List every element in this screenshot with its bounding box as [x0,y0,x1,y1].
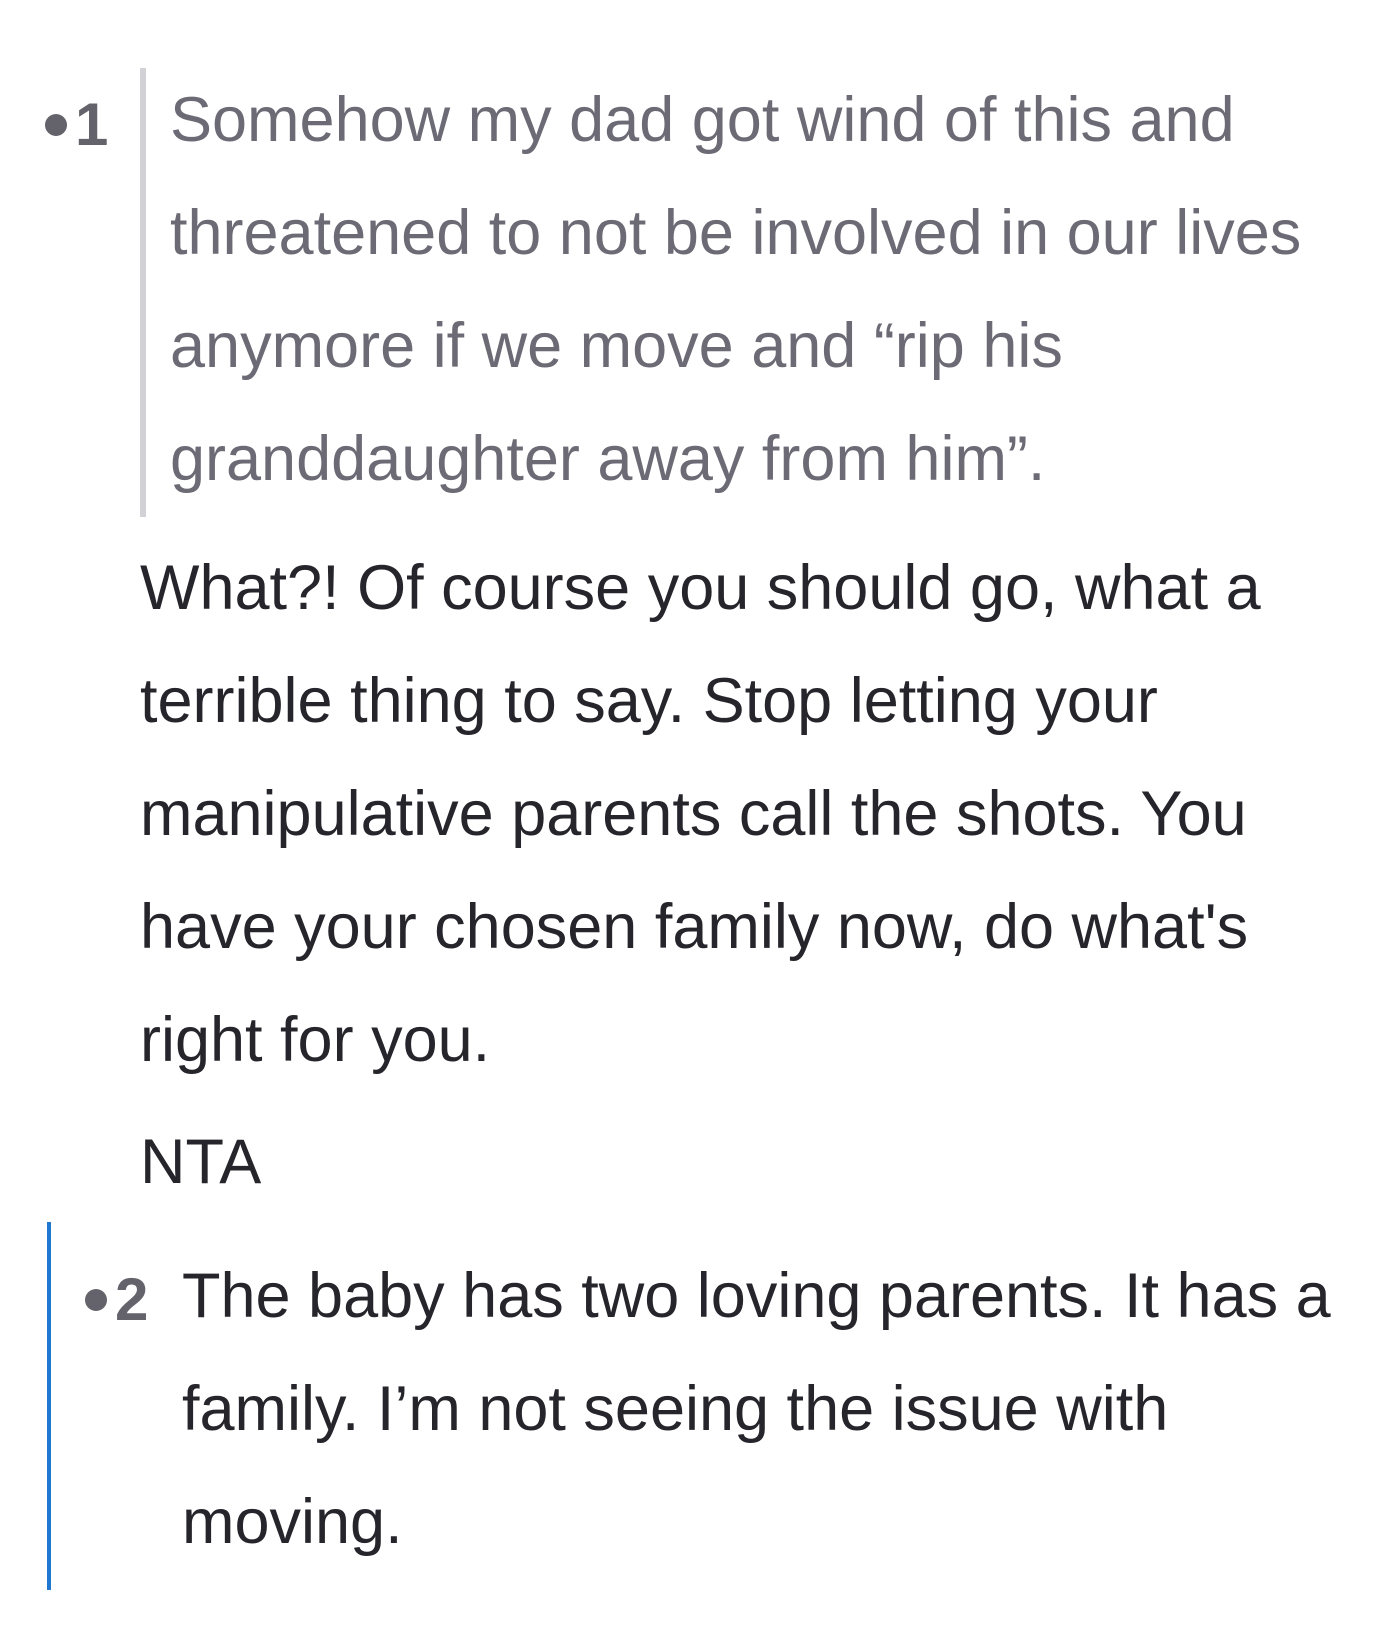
bullet-icon [45,114,67,136]
blockquote [140,68,1385,517]
comment-number: 2 [115,1266,149,1333]
comment-marker [85,1266,149,1333]
comment-body: What?! Of course you should go, what a terrible thing to say. Stop letting your manipulative parents call the shots. You have your chosen family now, do what's right for you. [140,553,1261,1075]
comment-number: 1 [75,91,109,158]
comment-marker [45,91,109,158]
comment-verdict: NTA [140,1127,262,1197]
bullet-icon [85,1289,107,1311]
thread-line[interactable] [47,1222,51,1590]
quote-text: Somehow my dad got wind of this and threatened to not be involved in our lives anymore if we move and “rip his granddaughter away from him”. [170,85,1302,494]
comment-body: The baby has two loving parents. It has a family. I’m not seeing the issue with moving. [182,1261,1331,1557]
